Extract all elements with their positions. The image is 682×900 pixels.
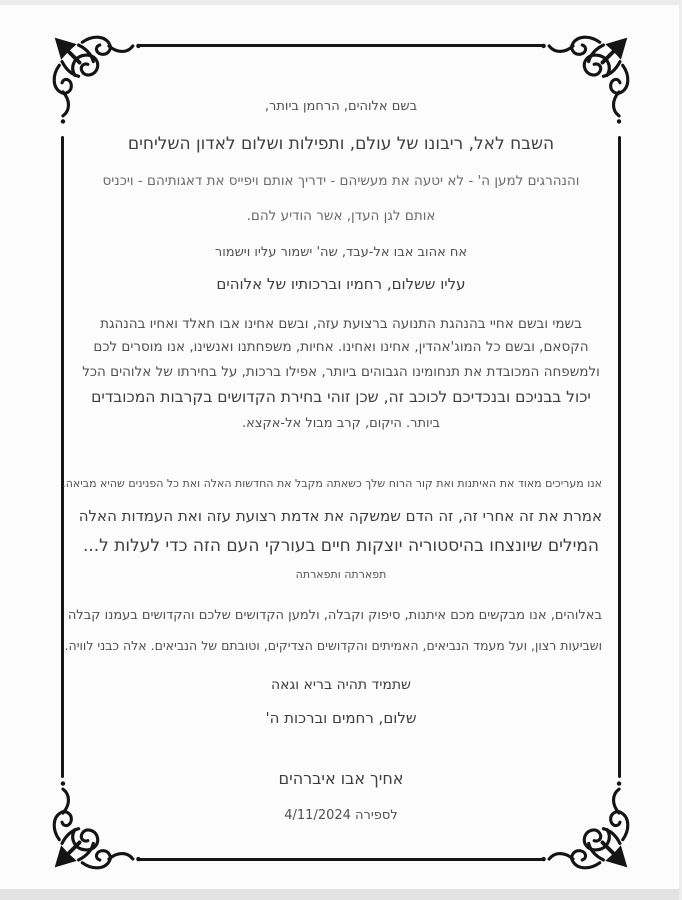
scan-edge-top xyxy=(0,0,682,5)
frame-line-bottom xyxy=(138,858,544,861)
salutation-line: שלום, רחמים וברכות ה' xyxy=(265,709,417,728)
battle-line: ביותר. היקום, קרב מבול אל-אקצא. xyxy=(241,416,440,432)
health-wish-line: שתמיד תהיה בריא וגאה xyxy=(271,677,411,694)
condolence-line-2: הקסאם, ובשם כל המוג'אהדין, אחינו ואחינו. אחיות, משפחתנו ואנשינו, אנו מוסרים לכם xyxy=(93,339,589,356)
blood-line-2: המילים שיונצחו בהיסטוריה יוצקות חיים בעורקי העם הזה כדי לעלות ל... xyxy=(82,535,600,556)
martyrs-line-2: אותם לגן העדן, אשר הודיע להם. xyxy=(246,208,436,224)
signature-line: אחיך אבו איברהים xyxy=(278,768,404,788)
addressee-line: אח אהוב אבו אל-עבד, שה' ישמור עליו וישמור xyxy=(214,244,468,260)
martyrs-line-1: והנהרגים למען ה' - לא יטעה את מעשיהם - ידריך אותם ויפייס את דאגותיהם - ויכניס xyxy=(102,173,580,190)
frame-line-left xyxy=(61,136,64,778)
frame-line-right xyxy=(618,136,621,778)
prayer-line-2: ושביעות רצון, ועל מעמד הנביאים, האמיתים והקדושים הצדיקים, וטובתם של הנביאים. אלה כבני לוויה. xyxy=(64,638,602,654)
frame-line-top xyxy=(138,44,544,47)
condolence-line-1: בשמי ובשם אחיי בהנהגת התנועה ברצועת עזה, ובשם אחינו אבו חאלד ואחיו בהנהגת xyxy=(100,315,582,332)
prayer-line-1: באלוהים, אנו מבקשים מכם איתנות, סיפוק וקבלה, ולמען הקדושים שלכם והקדושים בעמנו קבלה xyxy=(67,608,602,624)
bismillah-line: בשם אלוהים, הרחמן ביותר, xyxy=(264,99,418,114)
letter-body xyxy=(62,99,602,824)
date-line: 4/11/2024 לספירה xyxy=(284,808,398,824)
glory-line: תפארתה ותפארתה xyxy=(295,568,387,582)
condolence-line-4: יכול בבניכם ובנכדיכם לכוכב זה, שכן זוהי בחירת הקדושים בקרבות המכובדים xyxy=(91,388,591,407)
condolence-line-3: ולמשפחה המכובדת את תנחומינו הגבוהים ביותר, אפילו ברכות, על בחירתו של אלוהים הכל xyxy=(82,363,600,380)
praise-line: השבח לאל, ריבונו של עולם, ותפילות ושלום לאדון השליחים xyxy=(127,133,555,154)
steadfastness-note-line: אנו מעריכים מאוד את האיתנות ואת קור הרוח שלך כשאתה מקבל את החדשות האלה ואת כל הפנינים שהיא מביאה. xyxy=(62,477,602,490)
scan-edge-bottom xyxy=(0,889,682,900)
blood-line-1: אמרת את זה אחרי זה, זה הדם שמשקה את אדמת רצועת עזה ואת העמדות האלה xyxy=(78,506,602,525)
blessing-line: עליו ששלום, רחמיו וברכותיו של אלוהים xyxy=(216,275,466,294)
